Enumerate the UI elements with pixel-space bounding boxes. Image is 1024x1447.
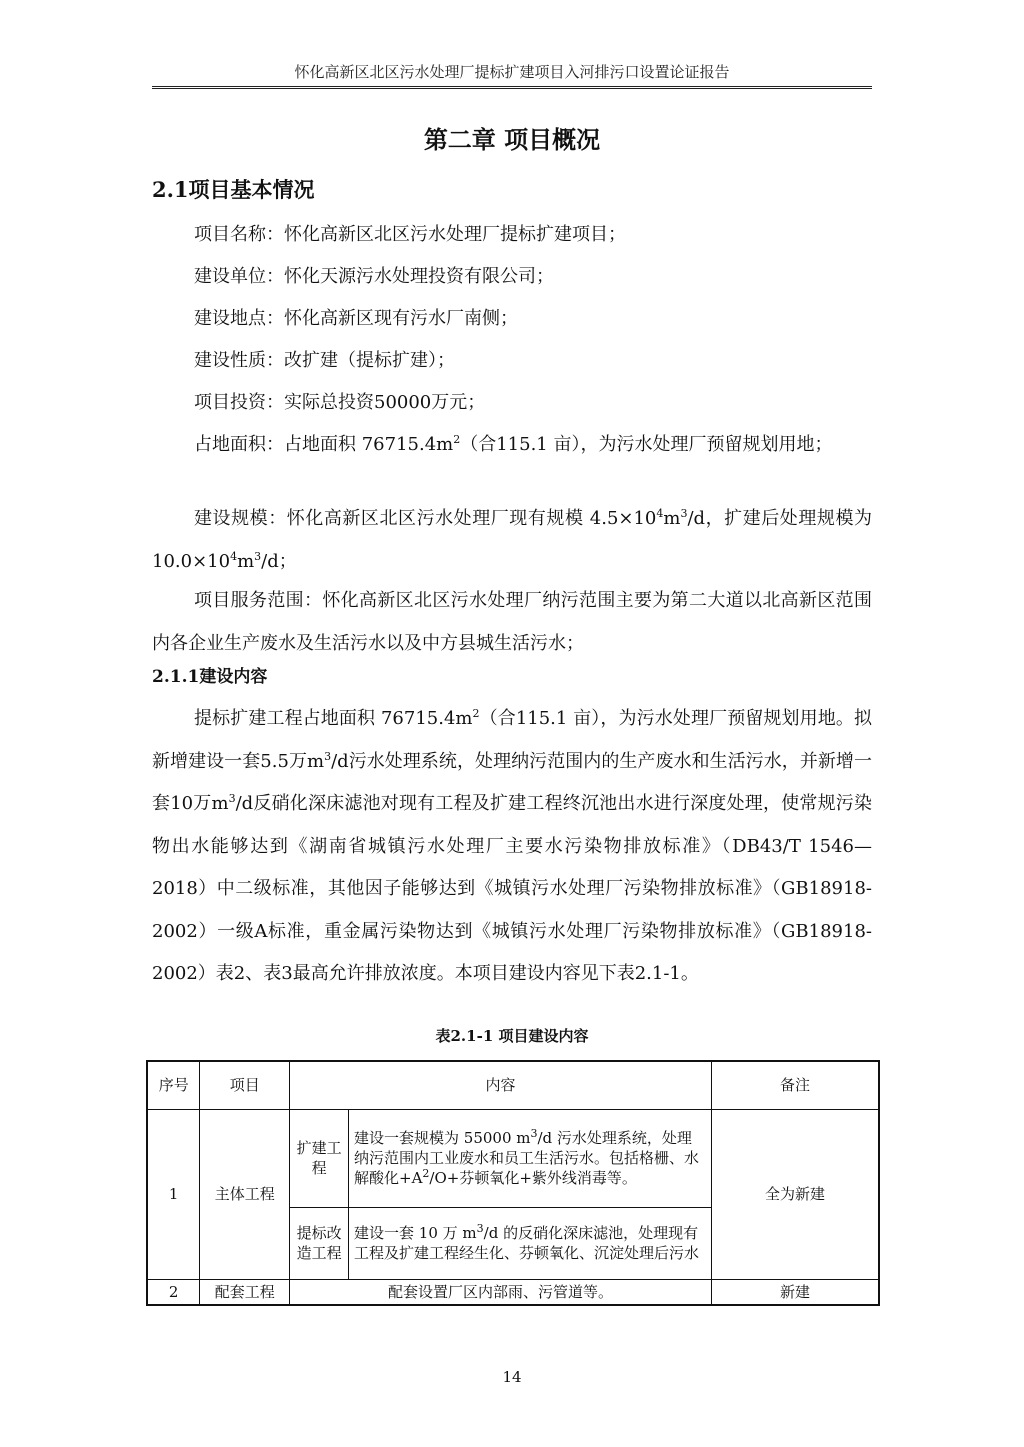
info-name: 项目名称：怀化高新区北区污水处理厂提标扩建项目； bbox=[194, 224, 626, 245]
row1-sub2-content: 建设一套 10 万 $m^3/d$ 的反硝化深床滤池，处理现有工程及扩建工程经生化、芬顿氧化、沉淀处理后污水 bbox=[349, 1207, 712, 1279]
info-nature: 建设性质：改扩建（提标扩建）； bbox=[194, 350, 455, 371]
row2-item: 配套工程 bbox=[200, 1279, 290, 1305]
row1-sub1: 扩建工程 bbox=[290, 1109, 349, 1207]
info-location: 建设地点：怀化高新区现有污水厂南侧； bbox=[194, 308, 518, 329]
section-title: 2.1项目基本情况 bbox=[152, 177, 315, 202]
info-scale: 建设规模：怀化高新区北区污水处理厂现有规模 $4.5\times 10^4m^3/d$，扩建后处理规模为 $10.0\times 10^4m^3/d$； bbox=[152, 507, 872, 572]
header-item: 项目 bbox=[200, 1061, 290, 1109]
header-remark: 备注 bbox=[711, 1061, 879, 1109]
content-paragraph: 提标扩建工程占地面积 $76715.4m^2$（合115.1 亩），为污水处理厂预留规划用地。拟新增建设一套5.5万$m^3/d$污水处理系统，处理纳污范围内的生产废水和生活污水，并新增一套10万$m^3/d$反硝化深床滤池对现有工程及扩建工程终沉池出水进行深度处理，使常规污染物出水能够达到《湖南省城镇污水处理厂主要水污染物排放标准》（DB43/T 1546—2018）中二级标准，其他因子能够达到《城镇污水处理厂污染物排放标准》（GB18918-2002）一级A标准，重金属污染物达到《城镇污水处理厂污染物排放标准》（GB18918-2002）表2、表3最高允许排放浓度。本项目建设内容见下表2.1-1。 bbox=[152, 707, 873, 984]
subsection-title: 2.1.1建设内容 bbox=[152, 667, 268, 687]
row2-remark: 新建 bbox=[711, 1279, 879, 1305]
construction-table bbox=[146, 1060, 880, 1306]
row1-item: 主体工程 bbox=[200, 1109, 290, 1279]
table-row bbox=[147, 1109, 879, 1207]
info-investment: 项目投资：实际总投资50000万元； bbox=[194, 392, 486, 413]
row1-no: 1 bbox=[147, 1109, 200, 1279]
row2-no: 2 bbox=[147, 1279, 200, 1305]
page-header: 怀化高新区北区污水处理厂提标扩建项目入河排污口设置论证报告 bbox=[294, 63, 730, 81]
row1-sub2: 提标改造工程 bbox=[290, 1207, 349, 1279]
page-number: 14 bbox=[502, 1368, 522, 1386]
table-row bbox=[147, 1279, 879, 1305]
header-content: 内容 bbox=[290, 1061, 712, 1109]
info-service: 项目服务范围：怀化高新区北区污水处理厂纳污范围主要为第二大道以北高新区范围内各企业生产废水及生活污水以及中方县城生活污水； bbox=[152, 590, 872, 654]
row1-sub1-content: 建设一套规模为 55000 $m^3/d$ 污水处理系统，处理纳污范围内工业废水和员工生活污水。包括格栅、水解酸化$+A^2/O+$芬顿氧化+紫外线消毒等。 bbox=[349, 1109, 712, 1207]
row1-remark: 全为新建 bbox=[711, 1109, 879, 1279]
info-area: 占地面积：占地面积 $76715.4m^2$（合115.1 亩），为污水处理厂预留规划用地； bbox=[194, 433, 833, 455]
header-no: 序号 bbox=[147, 1061, 200, 1109]
table-caption: 表2.1-1 项目建设内容 bbox=[435, 1027, 589, 1045]
table-header-row bbox=[147, 1061, 879, 1109]
chapter-title: 第二章 项目概况 bbox=[423, 125, 601, 154]
info-unit: 建设单位：怀化天源污水处理投资有限公司； bbox=[194, 266, 554, 287]
header-rule bbox=[152, 86, 872, 89]
row2-content: 配套设置厂区内部雨、污管道等。 bbox=[290, 1279, 712, 1305]
